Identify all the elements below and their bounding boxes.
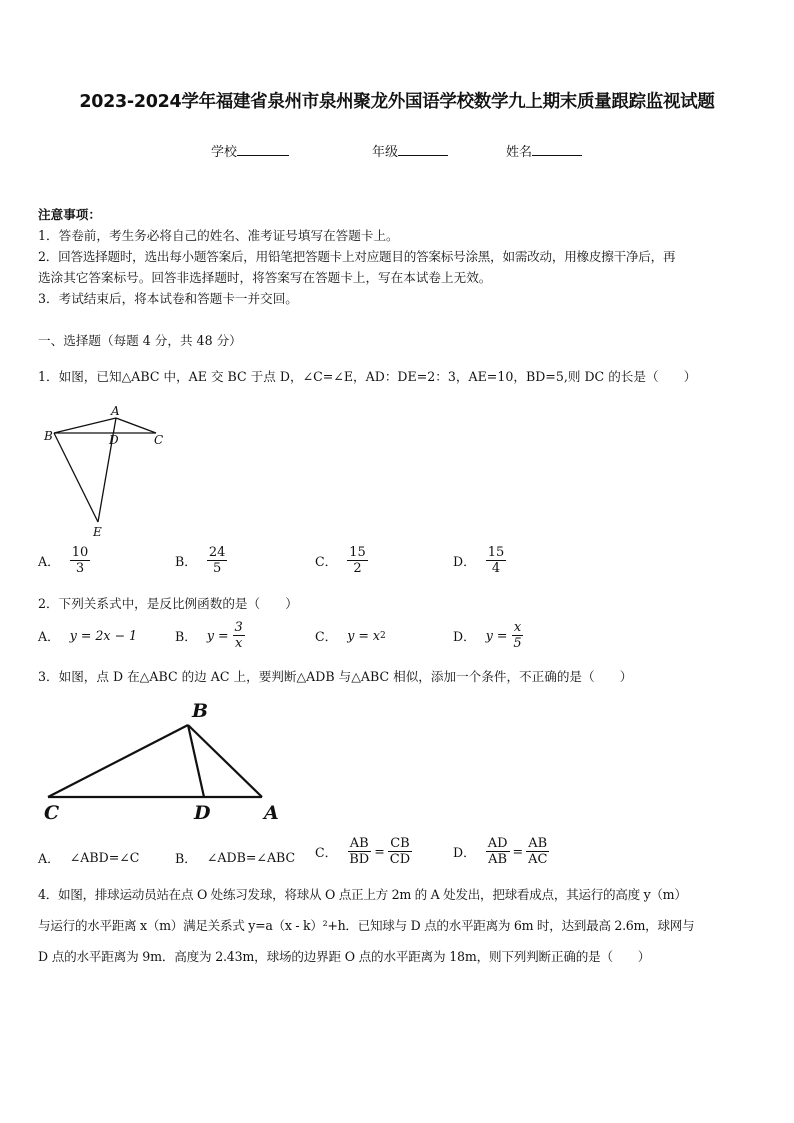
grade-label: 年级 — [372, 145, 399, 160]
q2-option-d-denominator: 5 — [513, 636, 522, 651]
school-field — [211, 141, 289, 160]
q2-option-b-denominator: x — [235, 636, 243, 651]
q2-option-b-lhs: y = — [206, 628, 229, 643]
q2-option-b[interactable] — [175, 620, 245, 651]
q1-option-b-numerator: 24 — [208, 545, 226, 560]
q4-stem-line-2: 与运行的水平距离 x（m）满足关系式 y=a（x - k）²+h．已知球与 D 点的水平距离为 6m 时，达到最高 2.6m，球网与 — [38, 918, 695, 933]
q1-option-a-denominator: 3 — [75, 561, 85, 576]
name-field — [506, 141, 582, 160]
q1-option-d-denominator: 4 — [491, 561, 501, 576]
school-label: 学校 — [211, 145, 238, 160]
q1-option-d-letter: D． — [453, 554, 476, 569]
q1-label-d: D — [109, 433, 119, 447]
q3-option-a-letter: A． — [38, 851, 60, 866]
q4-stem-line-3: D 点的水平距离为 9m．高度为 2.43m，球场的边界距 O 点的水平距离为 18m，则下列判断正确的是（ ） — [38, 949, 651, 964]
q1-option-c[interactable] — [315, 545, 368, 576]
q3-segment-ba — [188, 725, 262, 797]
q1-label-a: A — [111, 404, 120, 418]
notice-item-3: 3．考试结束后，将本试卷和答题卡一并交回。 — [38, 291, 298, 306]
q3-label-b: B — [192, 700, 209, 722]
q1-option-c-denominator: 2 — [353, 561, 362, 576]
q3-option-c-letter: C． — [315, 845, 338, 860]
q1-label-c: C — [154, 433, 164, 447]
q1-option-a-letter: A． — [38, 554, 60, 569]
notice-heading: 注意事项： — [38, 207, 101, 222]
q2-option-a-expression: y = 2x − 1 — [69, 628, 138, 643]
q2-option-b-letter: B． — [175, 629, 197, 644]
q2-option-d-letter: D． — [453, 629, 476, 644]
q3-option-c-denominator-2: CD — [389, 852, 411, 867]
q2-option-c[interactable] — [315, 626, 386, 645]
notice-item-1: 1．答卷前，考生务必将自己的姓名、准考证号填写在答题卡上。 — [38, 228, 399, 243]
q3-figure — [36, 695, 296, 827]
q2-option-d-lhs: y = — [485, 628, 508, 643]
q3-option-d-denominator-1: AB — [488, 852, 508, 867]
q2-stem: 2．下列关系式中，是反比例函数的是（ ） — [38, 596, 298, 611]
q1-segment-ac — [116, 418, 156, 433]
q1-option-a-numerator: 10 — [71, 545, 89, 560]
q1-label-e: E — [93, 525, 102, 539]
q3-option-b[interactable] — [175, 848, 295, 867]
q3-label-d: D — [194, 802, 211, 824]
q1-stem: 1．如图，已知△ABC 中，AE 交 BC 于点 D，∠C=∠E，AD：DE=2：3，AE=10，BD=5,则 DC 的长是（ ） — [38, 369, 697, 384]
q1-segment-ab — [54, 418, 116, 433]
q2-option-d[interactable] — [453, 620, 524, 651]
q3-option-b-letter: B． — [175, 851, 197, 866]
q3-option-c-equals: = — [374, 844, 385, 859]
q1-label-b: B — [44, 429, 53, 443]
q1-segment-be — [54, 433, 98, 522]
q2-option-a[interactable] — [38, 626, 137, 645]
notice-item-2-line-2: 选涂其它答案标号。回答非选择题时，将答案写在答题卡上，写在本试卷上无效。 — [38, 270, 492, 285]
q1-option-b[interactable] — [175, 545, 227, 576]
q3-segment-bd — [188, 725, 204, 797]
q3-option-b-expression: ∠ADB=∠ABC — [206, 850, 296, 865]
q1-option-a[interactable] — [38, 545, 90, 576]
q3-option-d[interactable] — [453, 836, 549, 867]
q3-stem: 3．如图，点 D 在△ABC 的边 AC 上，要判断△ADB 与△ABC 相似，添加一个条件，不正确的是（ ） — [38, 669, 633, 684]
q2-option-c-letter: C． — [315, 629, 338, 644]
grade-field — [372, 141, 448, 160]
q2-option-a-letter: A． — [38, 629, 60, 644]
q1-figure — [36, 400, 176, 540]
q4-stem-line-1: 4．如图，排球运动员站在点 O 处练习发球，将球从 O 点正上方 2m 的 A 处发出，把球看成点，其运行的高度 y（m） — [38, 887, 687, 902]
q3-option-a[interactable] — [38, 848, 139, 867]
name-blank — [532, 143, 582, 156]
paper-title: 2023-2024学年福建省泉州市泉州聚龙外国语学校数学九上期末质量跟踪监视试题 — [79, 92, 715, 112]
section-heading: 一、选择题（每题 4 分，共 48 分） — [38, 333, 242, 348]
q3-option-c-numerator-2: CB — [390, 836, 410, 851]
q2-option-c-expression: y = x — [347, 628, 381, 643]
q3-label-a: A — [264, 802, 279, 824]
q1-option-d[interactable] — [453, 545, 506, 576]
q3-option-c-denominator-1: BD — [349, 852, 370, 867]
grade-blank — [398, 143, 448, 156]
q3-option-c[interactable] — [315, 836, 412, 867]
q3-option-d-numerator-2: AB — [528, 836, 548, 851]
q3-label-c: C — [44, 802, 60, 824]
notice-item-2-line-1: 2．回答选择题时，选出每小题答案后，用铅笔把答题卡上对应题目的答案标号涂黑，如需改动，用橡皮擦干净后，再 — [38, 249, 676, 264]
q1-option-c-numerator: 15 — [349, 545, 366, 560]
q2-option-c-exponent: 2 — [380, 630, 386, 641]
name-label: 姓名 — [506, 145, 533, 160]
q1-option-d-numerator: 15 — [487, 545, 505, 560]
q1-option-b-denominator: 5 — [212, 561, 222, 576]
q1-option-c-letter: C． — [315, 554, 338, 569]
q3-option-d-numerator-1: AD — [487, 836, 508, 851]
q3-option-a-expression: ∠ABD=∠C — [69, 850, 140, 865]
q3-option-c-numerator-1: AB — [349, 836, 369, 851]
q3-option-d-letter: D． — [453, 845, 476, 860]
q1-option-b-letter: B． — [175, 554, 197, 569]
q3-option-d-equals: = — [512, 844, 524, 859]
q3-option-d-denominator-2: AC — [528, 852, 548, 867]
q2-option-d-numerator: x — [513, 620, 522, 635]
school-blank — [237, 143, 289, 156]
q2-option-b-numerator: 3 — [234, 620, 243, 635]
q3-segment-cb — [48, 725, 188, 797]
